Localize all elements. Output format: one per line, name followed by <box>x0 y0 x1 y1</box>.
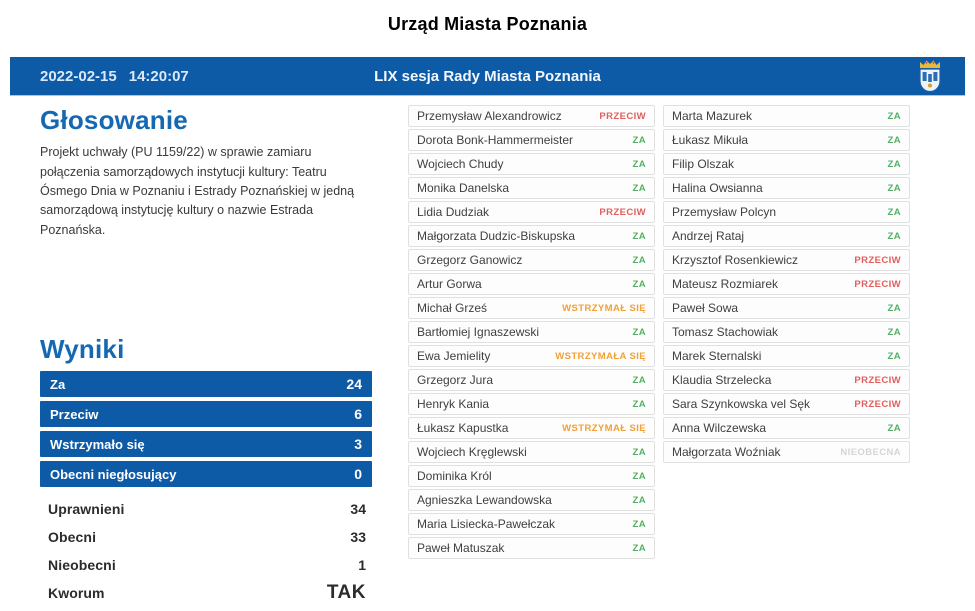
result-row <box>40 401 372 427</box>
voter-name: Klaudia Strzelecka <box>672 373 772 387</box>
voter-vote-badge: ZA <box>887 110 901 122</box>
voter-vote-badge: ZA <box>887 350 901 362</box>
voter-vote-badge: ZA <box>887 326 901 338</box>
voter-vote-badge: ZA <box>887 206 901 218</box>
result-value: 0 <box>354 466 362 483</box>
voter-vote-badge: WSTRZYMAŁA SIĘ <box>555 350 646 362</box>
stat-label: Kworum <box>48 585 105 602</box>
voter-vote-badge: PRZECIW <box>854 254 901 266</box>
page-title: Urząd Miasta Poznania <box>387 14 588 34</box>
voter-row <box>408 465 655 487</box>
voter-name: Lidia Dudziak <box>417 205 490 219</box>
voter-vote-badge: ZA <box>887 134 901 146</box>
voter-row <box>408 177 655 199</box>
voter-row <box>408 297 655 319</box>
voter-vote-badge: ZA <box>887 422 901 434</box>
voter-vote-badge: ZA <box>632 374 646 386</box>
voter-name: Maria Lisiecka-Pawełczak <box>417 517 556 531</box>
voter-row <box>408 537 655 559</box>
voter-name: Grzegorz Ganowicz <box>417 253 523 267</box>
session-date: 2022-02-15 <box>40 67 117 85</box>
voter-vote-badge: ZA <box>632 230 646 242</box>
voter-vote-badge: PRZECIW <box>599 110 646 122</box>
voter-name: Henryk Kania <box>417 397 490 411</box>
result-label: Obecni niegłosujący <box>50 466 177 482</box>
voter-name: Artur Gorwa <box>417 277 482 291</box>
voter-vote-badge: ZA <box>632 446 646 458</box>
voter-name: Krzysztof Rosenkiewicz <box>672 253 799 267</box>
result-value: 3 <box>354 436 362 453</box>
voter-vote-badge: ZA <box>887 302 901 314</box>
voter-name: Michał Grześ <box>417 301 488 315</box>
voter-vote-badge: PRZECIW <box>599 206 646 218</box>
voter-row <box>408 225 655 247</box>
voter-vote-badge: PRZECIW <box>854 278 901 290</box>
voter-row <box>663 417 910 439</box>
voter-name: Agnieszka Lewandowska <box>417 493 552 507</box>
voting-summary-panel <box>40 105 372 607</box>
voter-vote-badge: ZA <box>632 326 646 338</box>
voter-row <box>408 369 655 391</box>
voter-vote-badge: ZA <box>887 182 901 194</box>
voter-vote-badge: PRZECIW <box>854 398 901 410</box>
voter-name: Marek Sternalski <box>672 349 762 363</box>
voter-vote-badge: WSTRZYMAŁ SIĘ <box>562 422 646 434</box>
voter-name: Dominika Król <box>417 469 492 483</box>
voter-vote-badge: ZA <box>632 254 646 266</box>
voter-name: Dorota Bonk-Hammermeister <box>417 133 574 147</box>
voter-name: Łukasz Kapustka <box>417 421 509 435</box>
voter-row <box>408 153 655 175</box>
voter-vote-badge: ZA <box>632 494 646 506</box>
voter-name: Ewa Jemielity <box>417 349 491 363</box>
stat-row <box>40 523 372 551</box>
voter-row <box>408 201 655 223</box>
voter-vote-badge: ZA <box>632 518 646 530</box>
voter-vote-badge: ZA <box>632 182 646 194</box>
stat-value: 1 <box>358 557 366 574</box>
voter-row <box>408 393 655 415</box>
voter-row <box>663 249 910 271</box>
voter-name: Filip Olszak <box>672 157 735 171</box>
result-label: Wstrzymało się <box>50 436 145 452</box>
voter-vote-badge: ZA <box>632 470 646 482</box>
session-title: LIX sesja Rady Miasta Poznania <box>374 67 601 85</box>
result-value: 24 <box>346 376 362 393</box>
voter-vote-badge: ZA <box>632 278 646 290</box>
voter-row <box>663 129 910 151</box>
voter-row <box>663 225 910 247</box>
voter-row <box>408 489 655 511</box>
voter-vote-badge: ZA <box>887 158 901 170</box>
voter-row <box>408 273 655 295</box>
stats-list <box>40 495 372 607</box>
voter-name: Bartłomiej Ignaszewski <box>417 325 540 339</box>
voter-name: Małgorzata Dudzic-Biskupska <box>417 229 576 243</box>
voter-row <box>663 297 910 319</box>
voter-name: Przemysław Alexandrowicz <box>417 109 562 123</box>
voter-vote-badge: ZA <box>632 398 646 410</box>
voter-row <box>663 177 910 199</box>
voter-name: Małgorzata Woźniak <box>672 445 781 459</box>
voter-row <box>663 105 910 127</box>
stat-label: Uprawnieni <box>48 501 125 518</box>
session-time: 14:20:07 <box>128 67 189 85</box>
result-row <box>40 461 372 487</box>
voter-row <box>663 369 910 391</box>
stat-label: Obecni <box>48 529 97 546</box>
result-row <box>40 371 372 397</box>
voter-vote-badge: ZA <box>887 230 901 242</box>
voter-name: Marta Mazurek <box>672 109 753 123</box>
result-label: Przeciw <box>50 406 99 422</box>
stat-row <box>40 579 372 607</box>
stat-row <box>40 495 372 523</box>
voting-heading: Głosowanie <box>40 105 188 135</box>
voter-row <box>408 105 655 127</box>
voter-vote-badge: ZA <box>632 158 646 170</box>
voter-name: Sara Szynkowska vel Sęk <box>672 397 811 411</box>
voter-row <box>408 441 655 463</box>
voter-row <box>408 345 655 367</box>
voter-vote-badge: NIEOBECNA <box>840 446 901 458</box>
voter-row <box>408 249 655 271</box>
stat-row <box>40 551 372 579</box>
stat-value: TAK <box>326 582 366 604</box>
result-row <box>40 431 372 457</box>
voter-name: Paweł Sowa <box>672 301 739 315</box>
voter-name: Halina Owsianna <box>672 181 763 195</box>
stat-value: 34 <box>350 501 366 518</box>
voter-name: Paweł Matuszak <box>417 541 505 555</box>
voter-vote-badge: ZA <box>632 134 646 146</box>
voter-row <box>663 345 910 367</box>
voter-row <box>408 513 655 535</box>
voter-row <box>663 153 910 175</box>
results-heading: Wyniki <box>40 334 125 365</box>
voter-name: Wojciech Chudy <box>417 157 504 171</box>
voter-name: Andrzej Rataj <box>672 229 745 243</box>
voter-name: Grzegorz Jura <box>417 373 494 387</box>
result-value: 6 <box>354 406 362 423</box>
results-list <box>40 371 372 487</box>
voter-name: Monika Danelska <box>417 181 510 195</box>
stat-label: Nieobecni <box>48 557 116 574</box>
voter-list-left <box>408 105 655 561</box>
voter-vote-badge: PRZECIW <box>854 374 901 386</box>
voter-vote-badge: WSTRZYMAŁ SIĘ <box>562 302 646 314</box>
poznan-crest-icon <box>917 59 943 98</box>
voter-name: Wojciech Kręglewski <box>417 445 527 459</box>
voter-row <box>408 321 655 343</box>
voter-row <box>663 393 910 415</box>
voter-name: Anna Wilczewska <box>672 421 767 435</box>
session-topbar <box>10 57 965 95</box>
voter-row <box>408 129 655 151</box>
main-content <box>0 95 975 611</box>
result-label: Za <box>50 376 66 392</box>
voter-list-right <box>663 105 910 465</box>
stat-value: 33 <box>350 529 366 546</box>
voter-name: Mateusz Rozmiarek <box>672 277 779 291</box>
voter-name: Przemysław Polcyn <box>672 205 777 219</box>
voter-row <box>663 273 910 295</box>
voter-row <box>408 417 655 439</box>
voter-row <box>663 441 910 463</box>
voter-name: Łukasz Mikuła <box>672 133 749 147</box>
voter-name: Tomasz Stachowiak <box>672 325 779 339</box>
voter-row <box>663 321 910 343</box>
voter-row <box>663 201 910 223</box>
voter-vote-badge: ZA <box>632 542 646 554</box>
voting-description: Projekt uchwały (PU 1159/22) w sprawie zamiaru połączenia samorządowych instytucji kultury: Teatru Ósmego Dnia w Poznaniu i Estrady Poznańskiej w jedną samorządową instytucję kultury o nazwie Estrada Poznańska. <box>40 145 355 237</box>
